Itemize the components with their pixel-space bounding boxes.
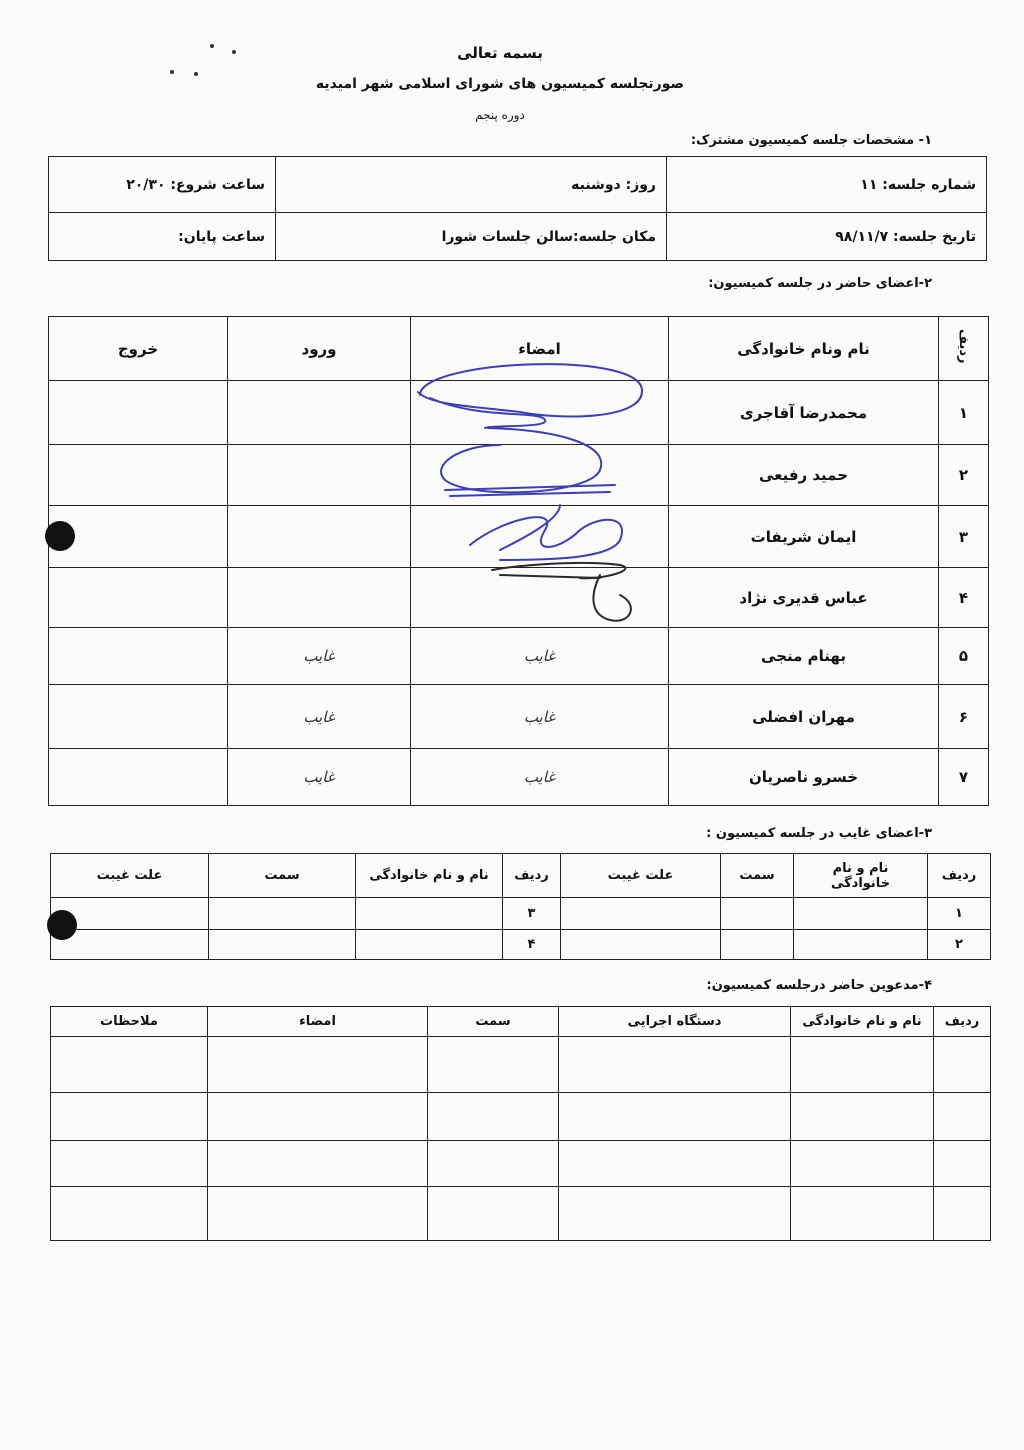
scan-speck [170,70,174,74]
period-label: دوره پنجم [475,108,525,122]
table-row: ۴ عباس قدیری نژاد [49,568,989,628]
col-signature: امضاء [411,317,669,381]
table-row [51,1037,991,1093]
section3-heading: ۳-اعضای غایب در جلسه کمیسیون : [706,826,932,841]
session-location: مکان جلسه:سالن جلسات شورا [276,213,667,261]
col-full-name: نام ونام خانوادگی [669,317,939,381]
session-info-table [48,156,987,261]
hole-punch [47,910,77,940]
table-row: ۳ ایمان شریفات [49,506,989,568]
table-row: ۱ محمدرضا آقاجری [49,381,989,445]
session-day: روز: دوشنبه [276,157,667,213]
section1-heading: ۱- مشخصات جلسه کمیسیون مشترک: [690,133,932,148]
table-row: ۱ ۳ [51,898,991,930]
start-time: ساعت شروع: ۲۰/۳۰ [49,157,276,213]
col-exit: خروج [49,317,228,381]
table-row: ۲ ۴ [51,930,991,960]
col-row-number: ردیف [939,317,989,381]
table-row: ۲ حمید رفیعی [49,445,989,506]
table-row [51,1187,991,1241]
hole-punch [45,521,75,551]
basmala: بسمه تعالی [457,44,543,62]
session-number: شماره جلسه: ۱۱ [667,157,987,213]
invitees-table: ردیف نام و نام خانوادگی دستگاه اجرایی سمت امضاء ملاحظات [50,1006,991,1241]
present-members-table [48,316,989,806]
end-time: ساعت پایان: [49,213,276,261]
session-date: تاریخ جلسه: ۹۸/۱۱/۷ [667,213,987,261]
section4-heading: ۴-مدعوین حاضر درجلسه کمیسیون: [706,978,932,993]
table-row: ۷ خسرو ناصریان غایب غایب [49,749,989,806]
absent-members-table: ردیف نام و نام خانوادگی سمت علت غیبت ردیف نام و نام خانوادگی سمت علت غیبت ۱ ۳ ۲ ۴ [50,853,991,960]
table-row [51,1141,991,1187]
col-entry: ورود [228,317,411,381]
section2-heading: ۲-اعضای حاضر در جلسه کمیسیون: [708,276,932,291]
document-title: صورتجلسه کمیسیون های شورای اسلامی شهر امیدیه [315,76,685,92]
table-row: ۶ مهران افضلی غایب غایب [49,685,989,749]
table-row: ۵ بهنام منجی غایب غایب [49,628,989,685]
table-row [51,1093,991,1141]
